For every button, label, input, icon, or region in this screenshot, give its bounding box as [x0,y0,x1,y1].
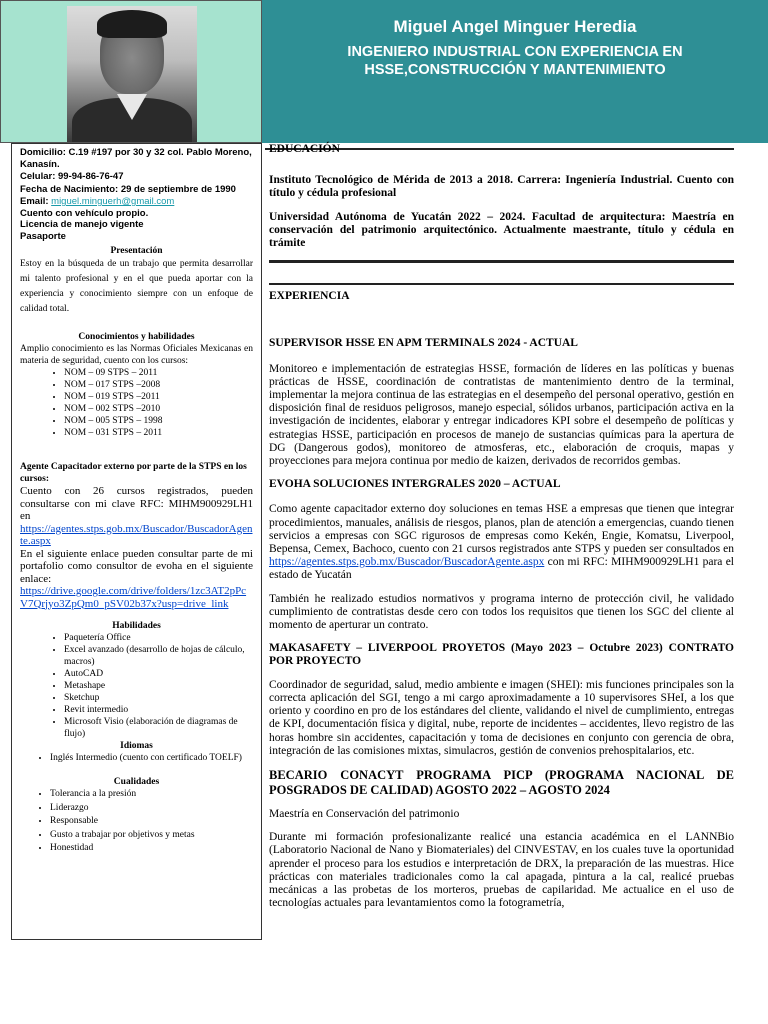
right-column [269,143,734,920]
job-2-text [269,503,734,582]
education-title: EDUCACIÓN [269,143,340,155]
candidate-role [262,43,768,79]
job-3-text: Coordinador de seguridad, salud, medio ambiente e imagen (SHEI): mis funciones principales son la correcta aplicación del SGI, tengo a mi cargo aproximadamente a 10 supervisores SHeI, a los que oriento y coordino en pro de los estándares del cliente, validando el nivel de cumplimiento, entregas de KPI, documentación física y digital, nube, reporte de incidentes – accidentes, llevo registro de las horas hombre sin accidentes, capacitación y toma de decisiones en conjunto con gerencia de obra, integración de las comisiones mixtas, simulacros, gestión de convenios prehospitalarios, etc. [269,678,734,757]
job-4-subtitle: Maestría en Conservación del patrimonio [269,807,460,820]
license: Licencia de manejo vigente [20,219,144,230]
phone: Celular: 99-94-86-76-47 [20,171,124,182]
list-item: • Revit intermedio [64,704,253,716]
job-2-text-b: con mi RFC: MIHM900929LH1 para el estado de Yucatán [269,556,734,582]
list-item: • NOM – 019 STPS –2011 [64,391,253,403]
list-item: • Paquetería Office [64,632,253,644]
languages-title: Idiomas [120,741,153,751]
job-3-title: MAKASAFETY – LIVERPOOL PROYETOS (Mayo 2023 – Octubre 2023) CONTRATO POR PROYECTO [269,642,734,668]
candidate-name: Miguel Angel Minguer Heredia [393,17,637,36]
list-item: • NOM – 031 STPS – 2011 [64,427,253,439]
list-item: • Liderazgo [50,802,253,816]
passport: Pasaporte [20,230,66,242]
birth-date: Fecha de Nacimiento: 29 de septiembre de 1990 [20,183,236,195]
list-item: • NOM – 017 STPS –2008 [64,379,253,391]
qualities-list [20,788,253,856]
education-item-1: Instituto Tecnológico de Mérida de 2013 a 2018. Carrera: Ingeniería Industrial. Cuento con título y cédula profesional [269,174,734,200]
address: Domicilio: C.19 #197 por 30 y 32 col. Pablo Moreno, Kanasín. [20,147,252,170]
divider [269,260,734,263]
job-2-text-2: También he realizado estudios normativos y programa interno de protección civil, he validado cumplimiento de contratistas desde cero con todos los requisitos que tienen los SGC del cliente al momento de aperturar un contrato. [269,592,734,632]
stps-link[interactable]: https://agentes.stps.gob.mx/Buscador/BuscadorAgente.aspx [20,522,253,547]
job-1-text: Monitoreo e implementación de estrategias HSSE, formación de líderes en las políticas y buenas prácticas de HSSE, coordinación de contratistas de mantenimiento dentro de la terminal, implementar la mejora continua de las estrategias en el desempeño del personal operativo, gestión en disposición final de residuos peligrosos, manejo especial, sólidos urbanos, participación activa en la investigación de incidentes, elaborar y entregar indicadores KPI sobre el desempeño de políticas y estrategias HSSE, participación en procesos de manejo de sustancias químicas para la apertura de DG (Dangerous godos), monitoreo de atmosferas, etc., elaboración de croquis, mapas y proyecciones para mejora continua por medio de kaizen, derivados de recorridos gembas. [269,362,734,468]
list-item: • Sketchup [64,692,253,704]
knowledge-title: Conocimientos y habilidades [78,332,195,342]
role-line-2: HSSE,CONSTRUCCIÓN Y MANTENIMIENTO [364,62,666,78]
list-item: • Tolerancia a la presión [50,788,253,802]
list-item: • Excel avanzado (desarrollo de hojas de cálculo, macros) [64,644,253,668]
presentation-title: Presentación [110,246,163,256]
list-item: • Inglés Intermedio (cuento con certificado TOELF) [50,752,253,764]
list-item: • NOM – 005 STPS – 1998 [64,415,253,427]
header-band [262,0,768,143]
contact-block [20,147,253,242]
trainer-title: Agente Capacitador externo por parte de la STPS en los cursos: [20,462,247,484]
job-1-title: SUPERVISOR HSSE EN APM TERMINALS 2024 - ACTUAL [269,337,578,350]
list-item: • Gusto a trabajar por objetivos y metas [50,829,253,843]
knowledge-text: Amplio conocimiento es las Normas Oficiales Mexicanas en materia de seguridad, cuento con los cursos: [20,344,253,366]
email-row [20,196,253,208]
trainer-text-2: En el siguiente enlace pueden consultar parte de mi portafolio como consultor de evoha en el siguiente enlace: [20,547,253,585]
job-2-title: EVOHA SOLUCIONES INTERGRALES 2020 – ACTUAL [269,478,561,491]
photo-panel [0,0,262,143]
email-link[interactable]: miguel.minguerh@gmail.com [51,196,175,207]
list-item: • AutoCAD [64,668,253,680]
profile-photo [67,6,197,142]
qualities-title: Cualidades [113,777,160,787]
experience-title: EXPERIENCIA [269,290,350,303]
list-item: • Metashape [64,680,253,692]
languages-list [20,752,253,764]
list-item: • Microsoft Visio (elaboración de diagramas de flujo) [64,716,253,740]
list-item: • NOM – 002 STPS –2010 [64,403,253,415]
list-item: • Responsable [50,815,253,829]
job-2-text-a: Como agente capacitador externo doy soluciones en temas HSE a empresas que tienen que integrar procedimientos, manuales, análisis de riesgos, planos, plan de atención a emergencias, cuando tienen servicios a empresas con SGC rigurosos de empresas como Kekén, Engie, Komatsu, Liverpool, Bepensa, Cemex, Bachoco, cuento con 21 cursos registrados ante STPS y pueden ser consultados en [269,503,734,556]
list-item: • Honestidad [50,842,253,856]
job-4-text: Durante mi formación profesionalizante realicé una estancia académica en el LANNBio (Laboratorio Nacional de Nano y Biomateriales) del CINVESTAV, en los cuales tuve la oportunidad aprender el proceso para los estudios e interpretación de DRX, la preparación de las muestras. Hice prácticas con materiales tradicionales como la cal apagada, pintura a la cal, realicé pruebas mecánicas a las probetas de los morteros, pruebas de capilaridad. Me actualice en el uso de tecnologías actuales para levantamientos como la fotogrametría, [269,831,734,910]
left-column [11,143,262,940]
email-label: Email: [20,196,52,207]
trainer-text-1: Cuento con 26 cursos registrados, pueden consultarse con mi clave RFC: MIHM900929LH1 en [20,485,253,522]
vehicle: Cuento con vehículo propio. [20,207,149,219]
role-line-1: INGENIERO INDUSTRIAL CON EXPERIENCIA EN [347,44,683,60]
education-item-2: Universidad Autónoma de Yucatán 2022 – 2024. Facultad de arquitectura: Maestría en conservación del patrimonio arquitectónico. Actualmente maestrante, título y cédula en trámite [269,210,734,250]
list-item: • NOM – 09 STPS – 2011 [64,367,253,379]
job-4-title: BECARIO CONACYT PROGRAMA PICP (PROGRAMA NACIONAL DE POSGRADOS DE CALIDAD) AGOSTO 2022 – AGOSTO 2024 [269,767,734,797]
photo-hair [97,10,167,38]
norms-list [20,367,253,439]
stps-agent-link[interactable]: https://agentes.stps.gob.mx/Buscador/BuscadorAgente.aspx [269,556,545,569]
presentation-text: Estoy en la búsqueda de un trabajo que permita desarrollar mi talento profesional y en el que pueda aportar con la experiencia y conocimiento siempre con un enfoque de calidad total. [20,259,253,314]
divider [269,283,734,285]
portfolio-link[interactable]: https://drive.google.com/drive/folders/1zc3AT2pPcV7Qrjyo3ZpQm0_pSV02b37x?usp=drive_link [20,585,247,610]
skills-title: Habilidades [112,621,161,631]
skills-list [20,632,253,740]
